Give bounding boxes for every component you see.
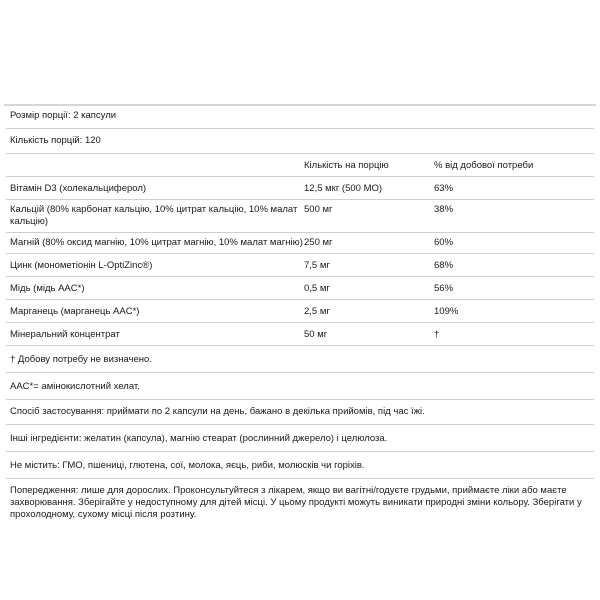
divider <box>6 153 594 154</box>
nutrient-name: Кальцій (80% карбонат кальцію, 10% цитрат кальцію, 10% малат кальцію) <box>10 204 298 227</box>
table-row <box>6 237 594 249</box>
divider <box>6 451 594 452</box>
nutrient-amount: 0,5 мг <box>304 283 330 294</box>
divider <box>6 322 594 323</box>
divider <box>6 372 594 373</box>
nutrient-dv: 63% <box>434 183 454 194</box>
divider <box>6 176 594 177</box>
nutrient-name: Мінеральний концентрат <box>10 329 120 340</box>
divider <box>6 478 594 479</box>
divider <box>6 232 594 233</box>
servings-count: Кількість порцій: 120 <box>10 135 101 146</box>
table-row <box>6 260 594 272</box>
nutrient-amount: 2,5 мг <box>304 306 330 317</box>
table-row <box>6 183 594 195</box>
nutrient-amount: 12,5 мкг (500 МО) <box>304 183 383 194</box>
warning-text: Попередження: лише для дорослих. Проконсультуйтеся з лікарем, якщо ви вагітні/годуєте грудьми, приймаєте ліки або маєте захворювання. Зберігайте у недоступному для дітей місці. У цьому продукті можуть виникати природні зміни кольору. Зберігати у прохолодному, сухому місці після розтину. <box>10 485 582 520</box>
nutrient-amount: 7,5 мг <box>304 260 330 271</box>
header-daily-value: % від добової потреби <box>434 160 534 171</box>
nutrient-name: Вітамін D3 (холекальциферол) <box>10 183 147 194</box>
nutrient-dv: 60% <box>434 237 454 248</box>
nutrient-amount: 250 мг <box>304 237 333 248</box>
usage-text: Спосіб застосування: приймати по 2 капсули на день, бажано в декілька прийомів, під час їжі. <box>10 406 425 417</box>
table-row <box>6 204 594 228</box>
nutrient-dv: 56% <box>434 283 454 294</box>
serving-size: Розмір порції: 2 капсули <box>10 110 117 121</box>
nutrient-name: Магній (80% оксид магнію, 10% цитрат магнію, 10% малат магнію) <box>10 237 303 248</box>
nutrient-amount: 500 мг <box>304 204 333 215</box>
nutrient-dv: † <box>434 329 440 340</box>
nutrient-dv: 38% <box>434 204 454 215</box>
table-row <box>6 306 594 318</box>
divider <box>6 199 594 200</box>
supplement-facts-panel <box>6 100 594 521</box>
header-amount: Кількість на порцію <box>304 160 389 171</box>
divider <box>6 276 594 277</box>
divider <box>6 299 594 300</box>
table-row <box>6 283 594 295</box>
nutrient-name: Цинк (монометіонін L-OptiZinc®) <box>10 260 153 271</box>
divider <box>6 399 594 400</box>
divider <box>6 253 594 254</box>
divider <box>6 424 594 425</box>
footnote-dagger: † Добову потребу не визначено. <box>10 354 152 365</box>
footnote-aac: AAC*= амінокислотний хелат. <box>10 381 140 392</box>
table-header <box>6 160 594 172</box>
divider <box>6 345 594 346</box>
nutrient-dv: 68% <box>434 260 454 271</box>
nutrient-dv: 109% <box>434 306 459 317</box>
table-row <box>6 329 594 341</box>
nutrient-name: Марганець (марганець AAC*) <box>10 306 140 317</box>
free-of-text: Не містить: ГМО, пшениці, глютена, сої, молока, яєць, риби, молюсків чи горіхів. <box>10 460 365 471</box>
nutrient-name: Мідь (мідь AAC*) <box>10 283 85 294</box>
other-ingredients-text: Інші інгредієнти: желатин (капсула), магнію стеарат (рослинний джерело) і целюлоза. <box>10 433 388 444</box>
nutrient-amount: 50 мг <box>304 329 328 340</box>
divider <box>6 128 594 129</box>
